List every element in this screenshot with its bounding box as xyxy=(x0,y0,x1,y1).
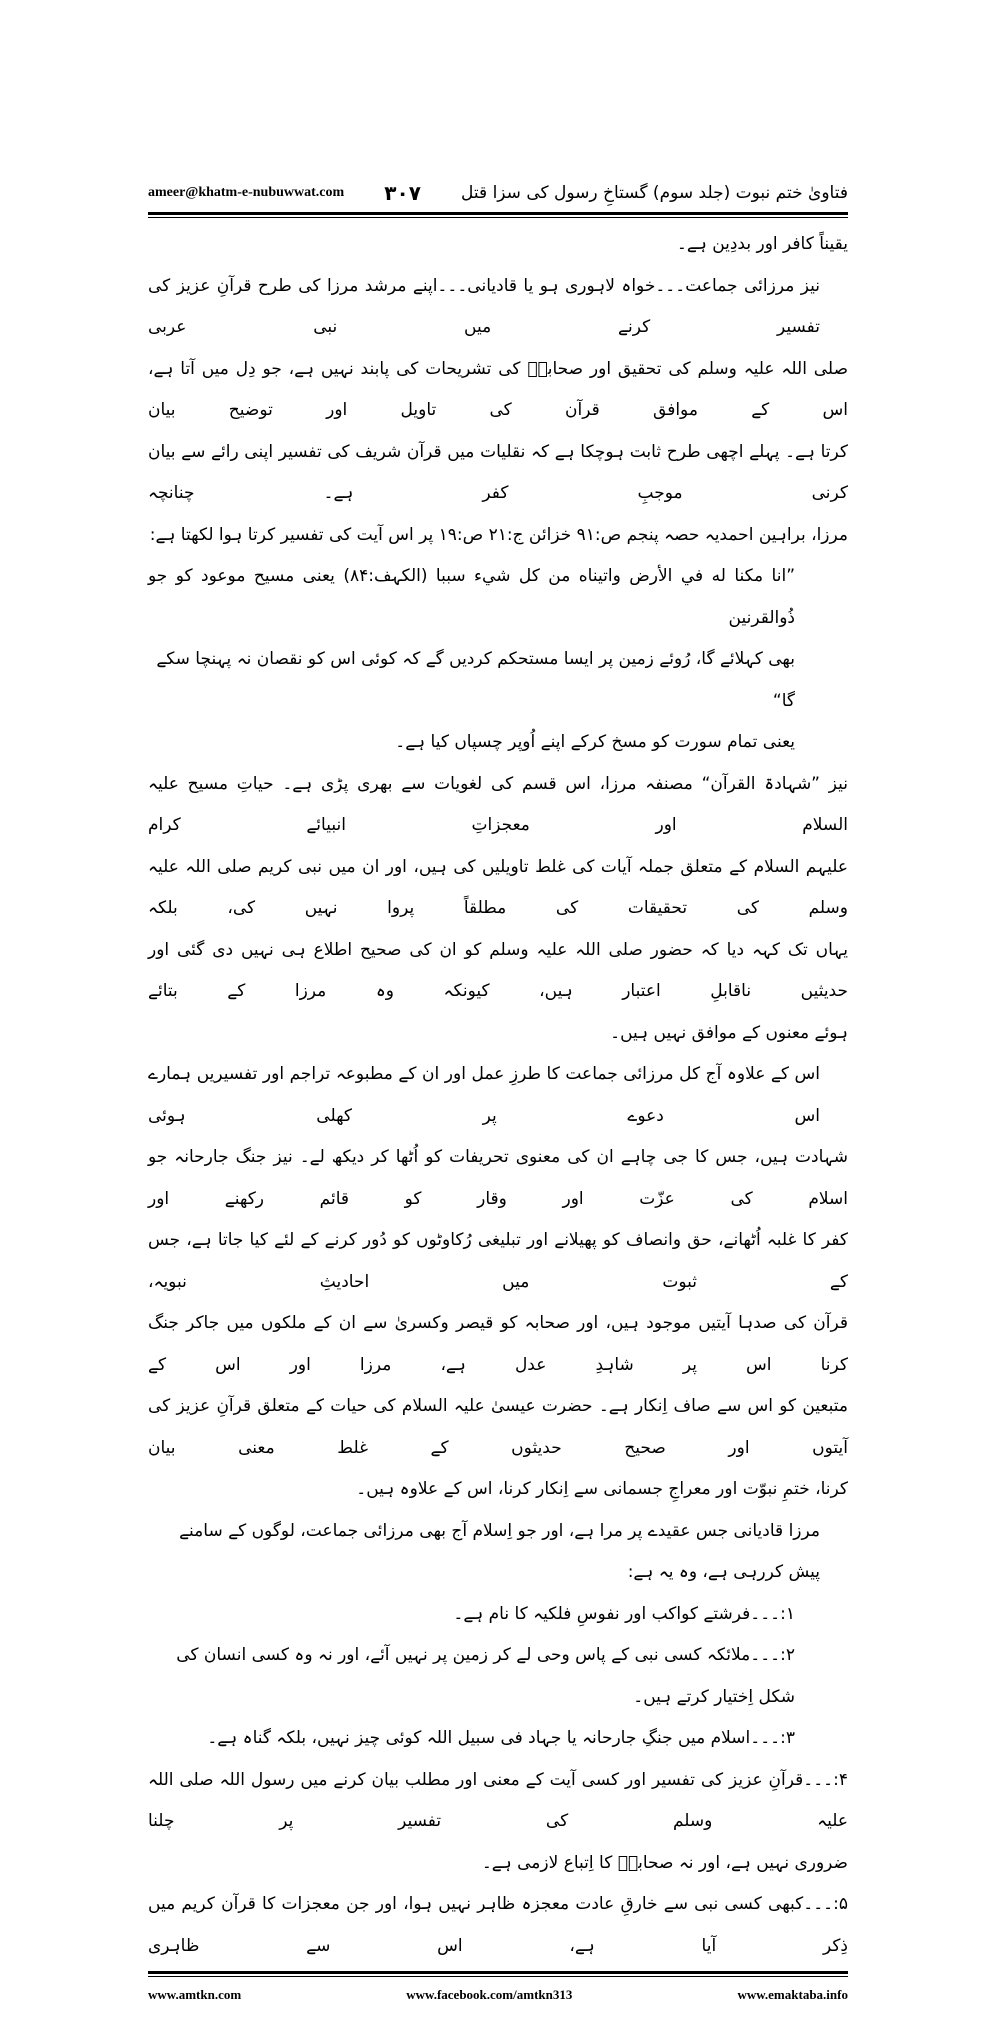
list-item: ۱:۔۔۔فرشتے کواکب اور نفوسِ فلکیہ کا نام ہے۔ xyxy=(453,1603,795,1624)
quote-line: ”انا مکنا له في الأرض واتيناه من كل شيء سببا (الکہف:۸۴) یعنی مسیح موعود کو جو ذُوالقرنین xyxy=(148,566,795,628)
text-line: یقیناً کافر اور بددِین ہے۔ xyxy=(676,234,848,254)
list-item: ۵:۔۔۔کبھی کسی نبی سے خارقِ عادت معجزہ ظاہر نہیں ہوا، اور جن معجزات کا قرآن کریم میں ذِکر آیا ہے، اس سے ظاہری xyxy=(148,1894,848,1956)
list-item: ۴:۔۔۔قرآنِ عزیز کی تفسیر اور کسی آیت کے معنی اور مطلب بیان کرنے میں رسول اللہ صلی اللہ علیہ وسلم کی تفسیر پر چلنا xyxy=(148,1769,848,1831)
text-line: یہاں تک کہہ دیا کہ حضور صلی اللہ علیہ وسلم کو ان کی صحیح اطلاع ہی نہیں دی گئی اور حدیثیں ناقابلِ اعتبار ہیں، کیونکہ وہ مرزا کے بتائے xyxy=(148,939,848,1001)
text-line: متبعین کو اس سے صاف اِنکار ہے۔ حضرت عیسیٰ علیہ السلام کی حیات کے متعلق قرآنِ عزیز کی آیتوں اور صحیح حدیثوں کے غلط معنی بیان xyxy=(148,1396,848,1458)
quote-line: یعنی تمام سورت کو مسخ کرکے اپنے اُوپر چسپاں کیا ہے۔ xyxy=(395,732,795,752)
page-footer xyxy=(148,1987,848,2043)
list-item: ۳:۔۔۔اسلام میں جنگِ جارحانہ یا جہاد فی سبیل اللہ کوئی چیز نہیں، بلکہ گناہ ہے۔ xyxy=(207,1728,795,1748)
text-line: ضروری نہیں ہے، اور نہ صحابہؓ کا اِتباع لازمی ہے۔ xyxy=(481,1852,848,1873)
footer-link-amtkn[interactable]: www.amtkn.com xyxy=(148,1987,242,2002)
text-line: قرآن کی صدہا آیتیں موجود ہیں، اور صحابہ کو قیصر وکسریٰ سے ان کے ملکوں میں جاکر جنگ کرنا اس پر شاہدِ عدل ہے، مرزا اور اس کے xyxy=(148,1313,848,1375)
footer-divider xyxy=(148,1971,848,1977)
book-title: فتاویٰ ختم نبوت (جلد سوم) گستاخِ رسول کی سزا قتل xyxy=(461,183,848,203)
quote-line: بھی کہلائے گا، رُوئے زمین پر ایسا مستحکم کردیں گے کہ کوئی اس کو نقصان نہ پہنچا سکے گا“ xyxy=(156,649,795,711)
page-header xyxy=(148,178,848,208)
list-item: ۲:۔۔۔ملائکہ کسی نبی کے پاس وحی لے کر زمین پر نہیں آئے، اور نہ وہ کسی انسان کی شکل اِختیار کرتے ہیں۔ xyxy=(176,1645,795,1707)
footer-link-emaktaba[interactable]: www.emaktaba.info xyxy=(737,1987,848,2002)
page xyxy=(148,0,848,2043)
page-number: ۳۰۷ xyxy=(384,181,421,205)
text-line: کرتا ہے۔ پہلے اچھی طرح ثابت ہوچکا ہے کہ نقلیات میں قرآن شریف کی تفسیر اپنی رائے سے بیان کرنی موجبِ کفر ہے۔ چنانچہ xyxy=(148,441,848,503)
text-line: مرزا، براہین احمدیہ حصہ پنجم ص:۹۱ خزائن ج:۲۱ ص:۱۹ پر اس آیت کی تفسیر کرتا ہوا لکھتا ہے: xyxy=(149,524,848,545)
footer-link-facebook[interactable]: www.facebook.com/amtkn313 xyxy=(406,1987,573,2002)
text-line: نیز ”شہادۃ القرآن“ مصنفہ مرزا، اس قسم کی لغویات سے بھری پڑی ہے۔ حیاتِ مسیح علیہ السلام اور معجزاتِ انبیائے کرام xyxy=(148,773,848,835)
text-line: کفر کا غلبہ اُٹھانے، حق وانصاف کو پھیلانے اور تبلیغی رُکاوٹوں کو دُور کرنے کے لئے کیا جاتا ہے، جس کے ثبوت میں احادیثِ نبویہ، xyxy=(148,1230,848,1292)
text-line: نیز مرزائی جماعت۔۔۔خواہ لاہوری ہو یا قادیانی۔۔۔اپنے مرشد مرزا کی طرح قرآنِ عزیز کی تفسیر کرنے میں نبی عربی xyxy=(148,275,820,337)
text-line: شہادت ہیں، جس کا جی چاہے ان کی معنوی تحریفات کو اُٹھا کر دیکھ لے۔ نیز جنگ جارحانہ جو اسلام کی عزّت اور وقار کو قائم رکھنے اور xyxy=(148,1147,848,1209)
header-divider xyxy=(148,212,848,218)
page-body xyxy=(148,224,848,1967)
text-line: صلی اللہ علیہ وسلم کی تحقیق اور صحابہؓ کی تشریحات کی پابند نہیں ہے، جو دِل میں آتا ہے، اس کے موافق قرآن کی تاویل اور توضیح بیان xyxy=(148,358,848,420)
text-line: ہوئے معنوں کے موافق نہیں ہیں۔ xyxy=(610,1022,848,1043)
text-line: علیہم السلام کے متعلق جملہ آیات کی غلط تاویلیں کی ہیں، اور ان میں نبی کریم صلی اللہ علیہ وسلم کی تحقیقات کی مطلقاً پروا نہیں کی، بلکہ xyxy=(148,856,848,918)
text-line: کرنا، ختمِ نبوّت اور معراجِ جسمانی سے اِنکار کرنا، اس کے علاوہ ہیں۔ xyxy=(356,1479,848,1499)
text-line: مرزا قادیانی جس عقیدے پر مرا ہے، اور جو اِسلام آج بھی مرزائی جماعت، لوگوں کے سامنے پیش کررہی ہے، وہ یہ ہے: xyxy=(179,1520,820,1582)
header-email: ameer@khatm-e-nubuwwat.com xyxy=(148,185,345,200)
text-line: اس کے علاوہ آج کل مرزائی جماعت کا طرزِ عمل اور ان کے مطبوعہ تراجم اور تفسیریں ہمارے اس دعوے پر کھلی ہوئی xyxy=(148,1064,820,1126)
